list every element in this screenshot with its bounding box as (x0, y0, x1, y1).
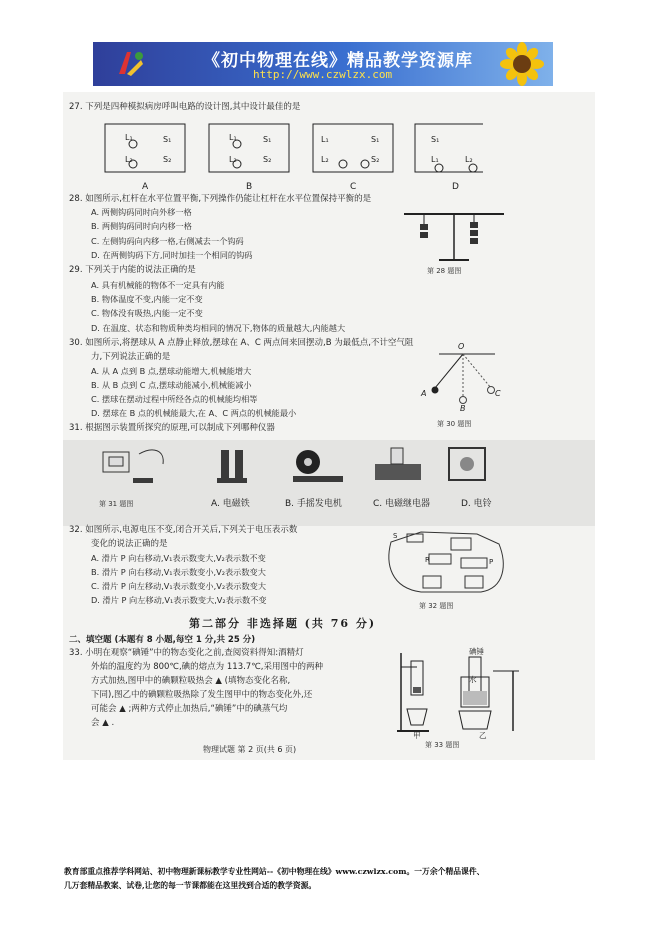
q32-circuit-diagram (381, 524, 511, 598)
q27-option-d: D (452, 182, 459, 192)
svg-text:S₁: S₁ (431, 135, 440, 144)
section2-title: 二、填空题 (本题有 8 小题,每空 1 分,共 25 分) (69, 635, 256, 645)
q32-option-b: B. 滑片 P 向右移动,V₁表示数变小,V₂表示数变大 (91, 567, 266, 577)
q33-figure-caption: 第 33 题图 (425, 741, 460, 749)
svg-text:L₁: L₁ (321, 135, 329, 144)
pendulum-label-b: B (460, 404, 466, 413)
svg-text:S: S (393, 532, 398, 540)
q30-option-d: D. 摆球在 B 点的机械能最大,在 A、C 两点的机械能最小 (91, 408, 297, 418)
svg-text:L₁: L₁ (229, 133, 237, 142)
pendulum-label-o: O (458, 342, 465, 351)
svg-text:P: P (489, 558, 494, 566)
q33-line3: 方式加热,图甲中的碘颗粒吸热会 ▲ (填物态变化名称, (91, 676, 291, 686)
q30-stem-line2: 力,下列说法正确的是 (91, 352, 171, 362)
q31-stem: 31. 根据图示装置所探究的原理,可以制成下列哪种仪器 (69, 423, 275, 433)
q30-figure-caption: 第 30 题图 (437, 420, 472, 428)
q29-option-d: D. 在温度、状态和物质种类均相同的情况下,物体的质量越大,内能越大 (91, 323, 346, 333)
q29-option-c: C. 物体没有吸热,内能一定不变 (91, 308, 203, 318)
svg-text:L₁: L₁ (431, 155, 439, 164)
q32-stem-line1: 32. 如图所示,电源电压不变,闭合开关后,下列关于电压表示数 (69, 525, 298, 535)
page-number-footer: 物理试题 第 2 页(共 6 页) (203, 745, 297, 754)
lever-diagram (399, 204, 509, 264)
q33-line1: 33. 小明在观察“碘锤”中的物态变化之前,查阅资料得知:酒精灯 (69, 648, 304, 658)
q29-stem: 29. 下列关于内能的说法正确的是 (69, 265, 196, 275)
header-banner (93, 42, 553, 86)
q28-option-a: A. 两侧钩码同时向外移一格 (91, 207, 192, 217)
svg-text:L₂: L₂ (465, 155, 473, 164)
q30-option-a: A. 从 A 点到 B 点,摆球动能增大,机械能增大 (91, 366, 252, 376)
sunflower-icon (497, 42, 547, 86)
q28-stem: 28. 如图所示,杠杆在水平位置平衡,下列操作仍能让杠杆在水平位置保持平衡的是 (69, 194, 372, 204)
banner-title: 《初中物理在线》精品教学资源库 (203, 51, 473, 71)
part2-title: 第二部分 非选择题 (共 76 分) (189, 617, 377, 630)
svg-text:S₁: S₁ (263, 135, 272, 144)
pendulum-diagram (419, 350, 509, 410)
q32-option-c: C. 滑片 P 向左移动,V₁表示数变小,V₂表示数变大 (91, 581, 267, 591)
q31-option-d: D. 电铃 (461, 499, 492, 509)
q28-figure-caption: 第 28 题图 (427, 267, 462, 275)
q29-option-a: A. 具有机械能的物体不一定具有内能 (91, 280, 225, 290)
q32-option-d: D. 滑片 P 向左移动,V₁表示数变大,V₂表示数不变 (91, 595, 267, 605)
svg-text:L₁: L₁ (125, 133, 133, 142)
q27-option-a: A (142, 182, 149, 192)
site-logo-icon (115, 48, 147, 80)
pendulum-label-a: A (421, 389, 427, 398)
site-footer-line2: 几万套精品教案、试卷,让您的每一节课都能在这里找到合适的教学资源。 (64, 881, 317, 890)
svg-text:L₂: L₂ (321, 155, 329, 164)
q30-option-b: B. 从 B 点到 C 点,摆球动能减小,机械能减小 (91, 380, 252, 390)
q28-option-c: C. 左侧钩码向内移一格,右侧减去一个钩码 (91, 236, 244, 246)
q31-option-b: B. 手摇发电机 (285, 499, 342, 509)
q33-label-jia: 甲 (413, 731, 421, 740)
q33-label-yi: 乙 (479, 731, 487, 740)
q27-stem: 27. 下列是四种模拟病房呼叫电路的设计图,其中设计最佳的是 (69, 102, 301, 112)
q33-line2: 外焰的温度约为 800℃,碘的熔点为 113.7℃,采用图中的两种 (91, 662, 323, 672)
svg-text:S₁: S₁ (371, 135, 380, 144)
q30-option-c: C. 摆球在摆动过程中所经各点的机械能均相等 (91, 394, 258, 404)
pendulum-label-c: C (495, 389, 501, 398)
exam-page-scan (63, 92, 595, 760)
q31-figure-caption: 第 31 题图 (99, 500, 134, 508)
q29-option-b: B. 物体温度不变,内能一定不变 (91, 294, 203, 304)
q31-option-a: A. 电磁铁 (211, 499, 250, 509)
svg-text:S₂: S₂ (371, 155, 380, 164)
q27-option-c: C (350, 182, 357, 192)
q32-option-a: A. 滑片 P 向右移动,V₁表示数变大,V₂表示数不变 (91, 553, 266, 563)
q31-apparatus-photos (93, 442, 533, 492)
q33-line4: 下同),图乙中的碘颗粒吸热除了发生图甲中的物态变化外,还 (91, 690, 313, 700)
site-footer-line1: 教育部重点推荐学科网站、初中物理新课标教学专业性网站--《初中物理在线》www.czwlzx.com。一万余个精品课件、 (64, 867, 485, 876)
svg-text:L₂: L₂ (125, 155, 133, 164)
q32-figure-caption: 第 32 题图 (419, 602, 454, 610)
svg-text:S₁: S₁ (163, 135, 172, 144)
q31-option-c: C. 电磁继电器 (373, 499, 431, 509)
svg-text:S₂: S₂ (163, 155, 172, 164)
q33-label-water: 水 (469, 675, 477, 684)
banner-url[interactable]: http://www.czwlzx.com (253, 68, 393, 81)
q27-circuit-diagrams (103, 118, 483, 188)
svg-text:R: R (425, 556, 430, 564)
q27-option-b: B (246, 182, 253, 192)
q30-stem-line1: 30. 如图所示,将摆球从 A 点静止释放,摆球在 A、C 两点间来回摆动,B 为最低点,不计空气阻 (69, 338, 414, 348)
q32-stem-line2: 变化的说法正确的是 (91, 539, 168, 549)
q33-label-iodine-hammer: 碘锤 (469, 647, 484, 656)
iodine-hammer-apparatus (393, 647, 523, 737)
q33-line5: 可能会 ▲ ;两种方式停止加热后,“碘锤”中的碘蒸气均 (91, 704, 288, 714)
q28-option-d: D. 在两侧钩码下方,同时加挂一个相同的钩码 (91, 250, 253, 260)
svg-text:S₂: S₂ (263, 155, 272, 164)
q33-line6: 会 ▲ . (91, 718, 115, 728)
q28-option-b: B. 两侧钩码同时向内移一格 (91, 221, 192, 231)
svg-text:L₂: L₂ (229, 155, 237, 164)
